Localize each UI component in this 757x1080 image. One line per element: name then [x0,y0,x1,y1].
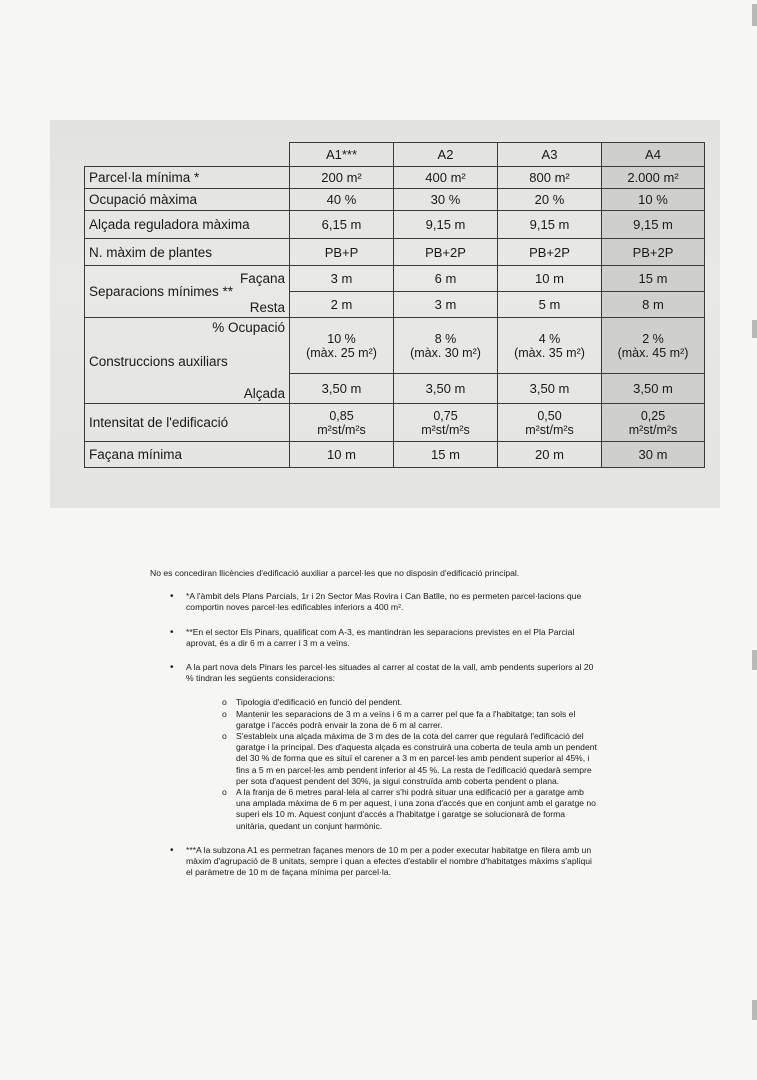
cell: 200 m² [290,167,394,189]
cell: 5 m [498,292,602,318]
sublabel-ocupacio: % Ocupació [212,320,285,335]
cell: 2.000 m² [602,167,705,189]
list-item: • ***A la subzona A1 es permetran façanes menors de 10 m per a poder executar habitatge en filera amb un màxim d'agrupació de 8 unitats, sempre i quan a efectes d'establir el nombre d'habitatges màxims s'apliqui el paràmetre de 10 m de façana mínima per parcel·la. [150,845,598,879]
cell: 30 % [394,189,498,211]
sub-list [186,697,598,831]
sub-list-item: o A la franja de 6 metres paral·lela al carrer s'hi podrà situar una edificació per a garatge amb una amplada màxima de 6 m per aquest, i una zona d'accés que en conjunt amb el garatge no superi els 10 m. Aquest conjunt d'accés a l'habitatge i garatge se solucionarà de forma unitària, quedant un conjunt harmònic. [186,787,598,832]
cell: 0,50 m²st/m²s [498,404,602,442]
label-construccions-text: Construccions auxiliars [89,354,228,369]
row-construccions-ocupacio [85,318,705,374]
cell: 9,15 m [498,211,602,239]
sub-list-item: o Tipologia d'edificació en funció del pendent. [186,697,598,708]
cell: 15 m [602,266,705,292]
label-parcela: Parcel·la mínima * [85,167,290,189]
row-plantes [85,239,705,266]
cell: 9,15 m [602,211,705,239]
label-separacions-text: Separacions mínimes ** [89,284,234,299]
corner-cell [85,143,290,167]
list-item: • A la part nova dels Pinars les parcel·les situades al carrer al costat de la vall, amb pendents superiors al 20 % tindran les següents consideracions: o Tipologia d'edificació en funció del pendent. o Mantenir les separacions de 3 m a veïns i 6 m a carrer pel que fa a l'habitatge; tan sols el garatge i l'accés podrà envair la zona de 6 m al carrer. o S'estableix una alçada màxima de 3 m des de la cota del carrer que regularà l'edificació del garatge i la principal. Des d'aquesta alçada es construirà una coberta de teula amb un pendent del 30 % de forma que es situï el carener a 3 m en parcel·les amb pendent superior al 45%, i fins a 5 m en parcel·les amb pendent inferior al 45 %. La resta de l'edificació quedarà sempre per sota d'aquest pendent del 30%, ja sigui construïda amb coberta pendent o plana. o A la franja de 6 metres paral·lela al carrer s'hi podrà situar una edificació per a garatge amb una amplada màxima de 6 m per aquest, i una zona d'accés que en conjunt amb el garatge no superi els 10 m. Aquest conjunt d'accés a l'habitatge i garatge se solucionarà de forma unitària, quedant un conjunt harmònic. [150,662,598,832]
row-ocupacio [85,189,705,211]
cell: PB+P [290,239,394,266]
scan-edge-mark [752,1000,757,1020]
cell: 3,50 m [498,374,602,404]
cell: 3 m [290,266,394,292]
header-a3: A3 [498,143,602,167]
cell: 6 m [394,266,498,292]
scan-edge-mark [752,650,757,670]
sublabel-alcada: Alçada [243,386,285,401]
label-ocupacio: Ocupació màxima [85,189,290,211]
cell: 800 m² [498,167,602,189]
parameters-table [84,142,705,468]
cell: 0,85 m²st/m²s [290,404,394,442]
cell: 15 m [394,442,498,468]
row-alcada [85,211,705,239]
notes-text [150,568,598,891]
header-a4: A4 [602,143,705,167]
cell: 20 m [498,442,602,468]
label-alcada: Alçada reguladora màxima [85,211,290,239]
sublabel-resta: Resta [249,300,285,315]
cell: PB+2P [498,239,602,266]
sub-list-item: o Mantenir les separacions de 3 m a veïns i 6 m a carrer pel que fa a l'habitatge; tan sols el garatge i l'accés podrà envair la zona de 6 m al carrer. [186,709,598,731]
row-parcela [85,167,705,189]
sub-list-item: o S'estableix una alçada màxima de 3 m des de la cota del carrer que regularà l'edificació del garatge i la principal. Des d'aquesta alçada es construirà una coberta de teula amb un pendent del 30 % de forma que es situï el carener a 3 m en parcel·les amb pendent superior al 45%, i fins a 5 m en parcel·les amb pendent inferior al 45 %. La resta de l'edificació quedarà sempre per sota d'aquest pendent del 30%, ja sigui construïda amb coberta pendent o plana. [186,731,598,787]
cell: 10 m [498,266,602,292]
cell: 10 m [290,442,394,468]
cell: 30 m [602,442,705,468]
row-intensitat [85,404,705,442]
row-facana [85,442,705,468]
cell: 10 % (màx. 25 m²) [290,318,394,374]
scan-edge-mark [752,320,757,338]
intro-paragraph: No es concediran llicències d'edificació auxiliar a parcel·les que no disposin d'edificació principal. [150,568,520,578]
label-separacions [85,266,290,318]
list-item: • *A l'àmbit dels Plans Parcials, 1r i 2n Sector Mas Rovira i Can Batlle, no es permeten parcel·lacions que comportin noves parcel·les edificables inferiors a 400 m². [150,591,598,613]
sublabel-facana: Façana [239,271,285,286]
cell: 40 % [290,189,394,211]
cell: 8 m [602,292,705,318]
cell: 400 m² [394,167,498,189]
label-intensitat: Intensitat de l'edificació [85,404,290,442]
cell: 3,50 m [394,374,498,404]
label-construccions [85,318,290,404]
cell: PB+2P [602,239,705,266]
cell: 4 % (màx. 35 m²) [498,318,602,374]
label-facana: Façana mínima [85,442,290,468]
cell: 3,50 m [290,374,394,404]
label-plantes: N. màxim de plantes [85,239,290,266]
cell: 0,25 m²st/m²s [602,404,705,442]
cell: 2 m [290,292,394,318]
row-separacions-facana [85,266,705,292]
scan-edge-mark [752,4,757,26]
list-item: • **En el sector Els Pinars, qualificat com A-3, es mantindran les separacions previstes en el Pla Parcial aprovat, és a dir 6 m a carrer i 3 m a veïns. [150,627,598,649]
notes-list [150,591,598,878]
cell: 6,15 m [290,211,394,239]
cell: 2 % (màx. 45 m²) [602,318,705,374]
cell: PB+2P [394,239,498,266]
cell: 0,75 m²st/m²s [394,404,498,442]
cell: 8 % (màx. 30 m²) [394,318,498,374]
cell: 9,15 m [394,211,498,239]
header-row [85,143,705,167]
cell: 3 m [394,292,498,318]
header-a2: A2 [394,143,498,167]
cell: 20 % [498,189,602,211]
cell: 10 % [602,189,705,211]
cell: 3,50 m [602,374,705,404]
header-a1: A1*** [290,143,394,167]
